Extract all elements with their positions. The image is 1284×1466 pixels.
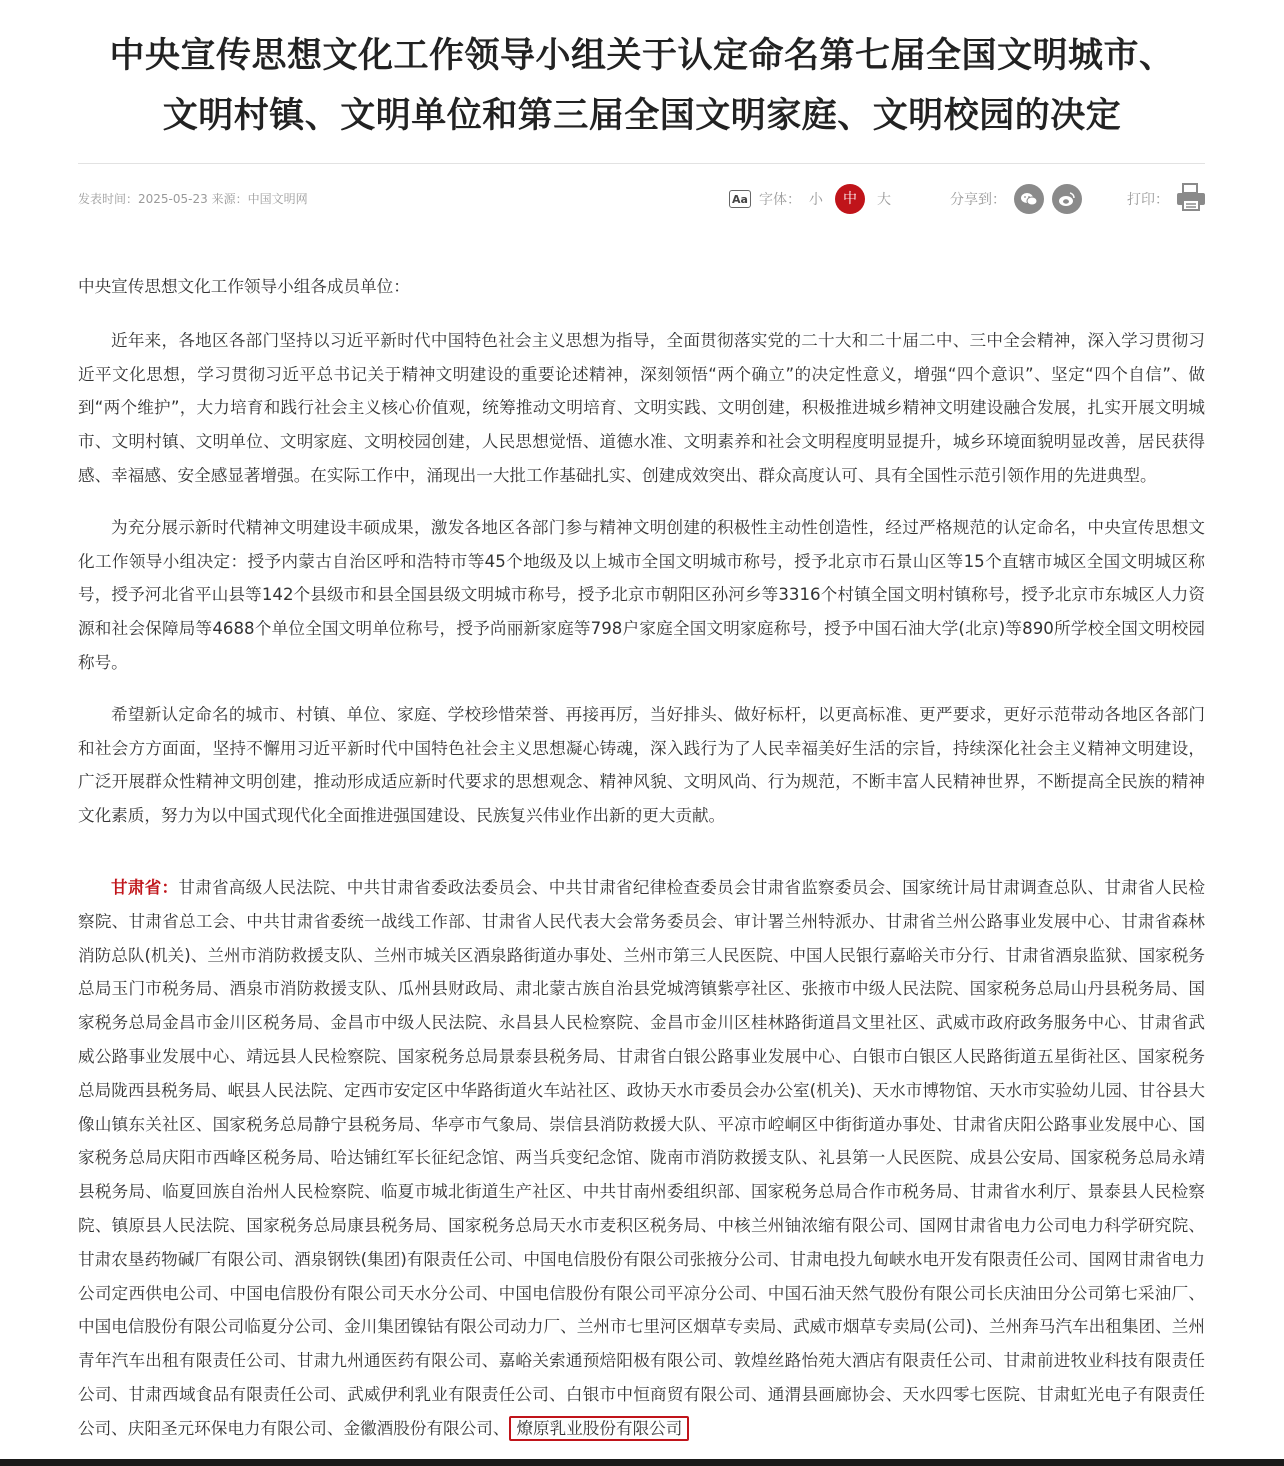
bottom-edge-bar: [0, 1459, 1284, 1466]
font-size-small-button[interactable]: 小: [809, 192, 823, 208]
font-size-medium-button[interactable]: 中: [835, 184, 865, 214]
printer-icon[interactable]: [1175, 182, 1207, 216]
paragraph-1: 近年来，各地区各部门坚持以习近平新时代中国特色社会主义思想为指导，全面贯彻落实党的二十大和二十届二中、三中全会精神，深入学习贯彻习近平文化思想，学习贯彻习近平总书记关于精神文明建设的重要论述精神，深刻领悟“两个确立”的决定性意义，增强“四个意识”、坚定“四个自信”、做到“两个维护”，大力培育和践行社会主义核心价值观，统筹推动文明培育、文明实践、文明创建，积极推进城乡精神文明建设融合发展，扎实开展文明城市、文明村镇、文明单位、文明家庭、文明校园创建，人民思想觉悟、道德水准、文明素养和社会文明程度明显提升，城乡环境面貌明显改善，居民获得感、幸福感、安全感显著增强。在实际工作中，涌现出一大批工作基础扎实、创建成效突出、群众高度认可、具有全国性示范引领作用的先进典型。: [78, 330, 1205, 485]
article-title-line-1: 中央宣传思想文化工作领导小组关于认定命名第七届全国文明城市、: [109, 36, 1175, 76]
source-label: 来源：: [211, 192, 248, 206]
weibo-share-icon[interactable]: [1052, 184, 1082, 214]
honoree-units: 甘肃省高级人民法院、中共甘肃省委政法委员会、中共甘肃省纪律检查委员会甘肃省监察委员会、国家统计局甘肃调查总队、甘肃省人民检察院、甘肃省总工会、中共甘肃省委统一战线工作部、甘肃省人民代表大会常务委员会、审计署兰州特派办、甘肃省兰州公路事业发展中心、甘肃省森林消防总队(机关)、兰州市消防救援支队、兰州市城关区酒泉路街道办事处、兰州市第三人民医院、中国人民银行嘉峪关市分行、甘肃省酒泉监狱、国家税务总局玉门市税务局、酒泉市消防救援支队、瓜州县财政局、肃北蒙古族自治县党城湾镇紫亭社区、张掖市中级人民法院、国家税务总局山丹县税务局、国家税务总局金昌市金川区税务局、金昌市中级人民法院、永昌县人民检察院、金昌市金川区桂林路街道昌文里社区、武威市政府政务服务中心、甘肃省武威公路事业发展中心、靖远县人民检察院、国家税务总局景泰县税务局、甘肃省白银公路事业发展中心、白银市白银区人民路街道五星街社区、国家税务总局陇西县税务局、岷县人民法院、定西市安定区中华路街道火车站社区、政协天水市委员会办公室(机关)、天水市博物馆、天水市实验幼儿园、甘谷县大像山镇东关社区、国家税务总局静宁县税务局、华亭市气象局、崇信县消防救援大队、平凉市崆峒区中街街道办事处、甘肃省庆阳公路事业发展中心、国家税务总局庆阳市西峰区税务局、哈达铺红军长征纪念馆、两当兵变纪念馆、陇南市消防救援支队、礼县第一人民医院、成县公安局、国家税务总局永靖县税务局、临夏回族自治州人民检察院、临夏市城北街道生产社区、中共甘南州委组织部、国家税务总局合作市税务局、甘肃省水利厅、景泰县人民检察院、镇原县人民法院、国家税务总局康县税务局、国家税务总局天水市麦积区税务局、中核兰州铀浓缩有限公司、国网甘肃省电力公司电力科学研究院、甘肃农垦药物碱厂有限公司、酒泉钢铁(集团)有限责任公司、中国电信股份有限公司张掖分公司、甘肃电投九甸峡水电开发有限责任公司、国网甘肃省电力公司定西供电公司、中国电信股份有限公司天水分公司、中国电信股份有限公司平凉分公司、中国石油天然气股份有限公司长庆油田分公司第七采油厂、中国电信股份有限公司临夏分公司、金川集团镍钴有限公司动力厂、兰州市七里河区烟草专卖局、武威市烟草专卖局(公司)、兰州奔马汽车出租集团、兰州青年汽车出租有限责任公司、甘肃九州通医药有限公司、嘉峪关索通预焙阳极有限公司、敦煌丝路怡苑大酒店有限责任公司、甘肃前进牧业科技有限责任公司、甘肃西域食品有限责任公司、武威伊利乳业有限责任公司、白银市中恒商贸有限公司、通渭县画廊协会、天水四零七医院、甘肃虹光电子有限责任公司、庆阳圣元环保电力有限公司、金徽酒股份有限公司、: [78, 877, 1206, 1438]
print-control: [1127, 183, 1207, 215]
province-label: 甘肃省：: [111, 877, 179, 897]
share-label: 分享到：: [950, 192, 1006, 208]
highlighted-company: 燎原乳业股份有限公司: [509, 1416, 689, 1441]
article-body: [78, 270, 1205, 1446]
font-size-label: 字体：: [759, 192, 801, 208]
share-control: [950, 183, 1082, 215]
gansu-honoree-list: [78, 871, 1205, 1446]
font-size-icon: Aa: [729, 190, 751, 208]
font-size-control: [729, 183, 899, 215]
print-label: 打印：: [1127, 192, 1169, 208]
article-title: [0, 26, 1284, 146]
title-divider: [78, 163, 1205, 164]
source-name: 中国文明网: [247, 192, 308, 206]
font-size-large-button[interactable]: 大: [877, 192, 891, 208]
publish-date: 2025-05-23: [138, 192, 208, 206]
salutation: 中央宣传思想文化工作领导小组各成员单位：: [78, 277, 410, 296]
article-meta: [78, 190, 308, 207]
wechat-share-icon[interactable]: [1014, 184, 1044, 214]
article-title-line-2: 文明村镇、文明单位和第三届全国文明家庭、文明校园的决定: [162, 96, 1122, 136]
paragraph-2: 为充分展示新时代精神文明建设丰硕成果，激发各地区各部门参与精神文明创建的积极性主动性创造性，经过严格规范的认定命名，中央宣传思想文化工作领导小组决定：授予内蒙古自治区呼和浩特市等45个地级及以上城市全国文明城市称号，授予北京市石景山区等15个直辖市城区全国文明城区称号，授予河北省平山县等142个县级市和县全国县级文明城市称号，授予北京市朝阳区孙河乡等3316个村镇全国文明村镇称号，授予北京市东城区人力资源和社会保障局等4688个单位全国文明单位称号，授予尚丽新家庭等798户家庭全国文明家庭称号，授予中国石油大学(北京)等890所学校全国文明校园称号。: [78, 517, 1205, 672]
paragraph-3: 希望新认定命名的城市、村镇、单位、家庭、学校珍惜荣誉、再接再厉，当好排头、做好标杆，以更高标准、更严要求，更好示范带动各地区各部门和社会方方面面，坚持不懈用习近平新时代中国特色社会主义思想凝心铸魂，深入践行为了人民幸福美好生活的宗旨，持续深化社会主义精神文明建设，广泛开展群众性精神文明创建，推动形成适应新时代要求的思想观念、精神风貌、文明风尚、行为规范，不断丰富人民精神世界，不断提高全民族的精神文化素质，努力为以中国式现代化全面推进强国建设、民族复兴伟业作出新的更大贡献。: [78, 704, 1205, 826]
publish-label: 发表时间：: [78, 192, 139, 206]
